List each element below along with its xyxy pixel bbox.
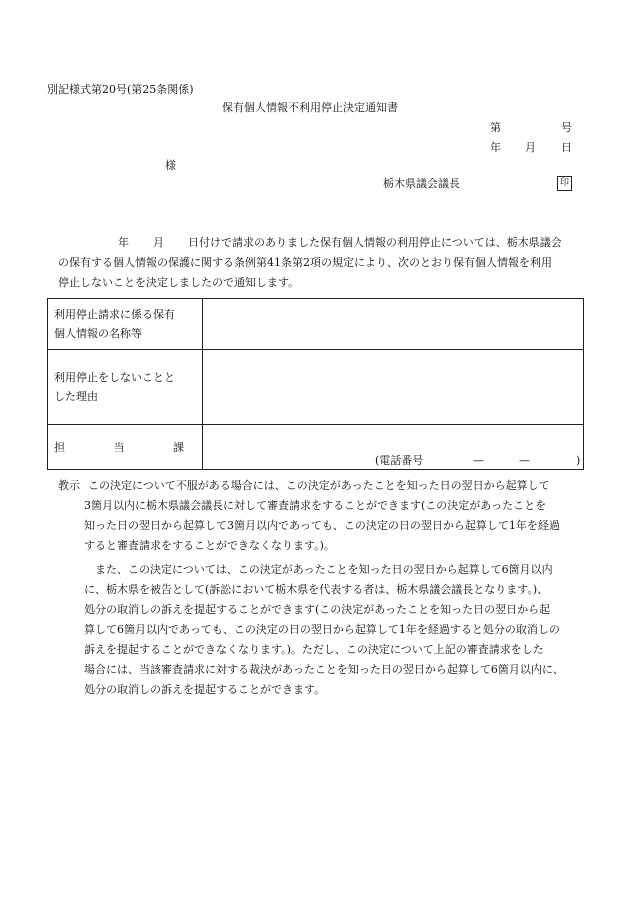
body-paragraph <box>58 233 590 293</box>
addressee-suffix: 様 <box>165 159 176 172</box>
department-value <box>203 425 584 470</box>
date-day-label: 日 <box>561 141 572 154</box>
notes-p1-line3: 知った日の翌日から起算して3箇月以内であっても、この決定の日の翌日から起算して1年を経過 <box>84 519 560 532</box>
body-line-2: の保有する個人情報の保護に関する条例第41条第2項の規定により、次のとおり保有個人情報を利用 <box>58 256 552 269</box>
row1-label-line2: 個人情報の名称等 <box>54 327 142 340</box>
notes-p2-line4: 算して6箇月以内であっても、この決定の日の翌日から起算して1年を経過すると処分の取消しの <box>84 623 560 636</box>
personal-info-name-value <box>203 299 584 350</box>
row2-label-line2: した理由 <box>54 390 98 403</box>
department-label-spread <box>54 438 184 457</box>
date-month-label: 月 <box>525 141 536 154</box>
phone-close: ) <box>576 454 581 467</box>
phone-number-field <box>203 425 583 469</box>
decision-table <box>47 298 584 470</box>
instruction-notes <box>58 476 590 700</box>
reason-label <box>48 350 203 425</box>
row1-label-line1: 利用停止請求に係る保有 <box>54 308 175 321</box>
document-title: 保有個人情報不利用停止決定通知書 <box>222 101 398 114</box>
notes-p1-line4: すると審査請求をすることができなくなります。)。 <box>84 539 335 552</box>
department-char-1: 担 <box>54 440 65 454</box>
notes-label: 教示 <box>58 479 80 492</box>
notes-p2-line3: 処分の取消しの訴えを提起することができます(この決定があったことを知った日の翌日から起 <box>84 603 551 616</box>
notes-p1-line1: この決定について不服がある場合には、この決定があったことを知った日の翌日から起算して <box>88 479 550 492</box>
department-label <box>48 425 203 470</box>
doc-number-prefix: 第 <box>490 121 501 134</box>
body-year-label: 年 <box>118 236 129 249</box>
phone-dash-2: — <box>519 454 530 467</box>
personal-info-name-label <box>48 299 203 350</box>
table-row <box>48 425 584 470</box>
notes-line-1 <box>58 476 590 496</box>
table-row <box>48 299 584 350</box>
date-year-label: 年 <box>490 141 501 154</box>
body-line-3: 停止しないことを決定しましたので通知します。 <box>58 276 300 289</box>
body-line-1 <box>58 233 590 253</box>
body-month-label: 月 <box>153 236 164 249</box>
phone-open: (電話番号 <box>375 454 424 467</box>
notes-p2-line5: 訴えを提起することができなくなります。)。ただし、この決定について上記の審査請求をした <box>84 643 544 656</box>
reason-value <box>203 350 584 425</box>
phone-dash-1: — <box>473 454 484 467</box>
notes-p1-line2: 3箇月以内に栃木県議会議長に対して審査請求をすることができます(この決定があったことを <box>84 499 547 512</box>
notes-p2-line6: 場合には、当該審査請求に対する裁決があったことを知った日の翌日から起算して6箇月以内に、 <box>84 663 564 676</box>
seal-mark: 印 <box>557 176 572 191</box>
department-char-3: 課 <box>173 440 184 454</box>
notes-p2-line1: また、この決定については、この決定があったことを知った日の翌日から起算して6箇月以内 <box>95 563 553 576</box>
row2-label-line1: 利用停止をしないことと <box>54 371 175 384</box>
form-number: 別記様式第20号(第25条関係) <box>47 83 194 96</box>
notes-p2-line7: 処分の取消しの訴えを提起することができます。 <box>84 683 326 696</box>
notes-p2-line2: に、栃木県を被告として(訴訟において栃木県を代表する者は、栃木県議会議長となります。)、 <box>84 583 549 596</box>
department-char-2: 当 <box>113 440 125 454</box>
table-row <box>48 350 584 425</box>
doc-number-suffix: 号 <box>561 121 572 134</box>
body-line-1-text: 日付けで請求のありました保有個人情報の利用停止については、栃木県議会 <box>188 236 562 249</box>
issuer-name: 栃木県議会議長 <box>383 177 460 190</box>
